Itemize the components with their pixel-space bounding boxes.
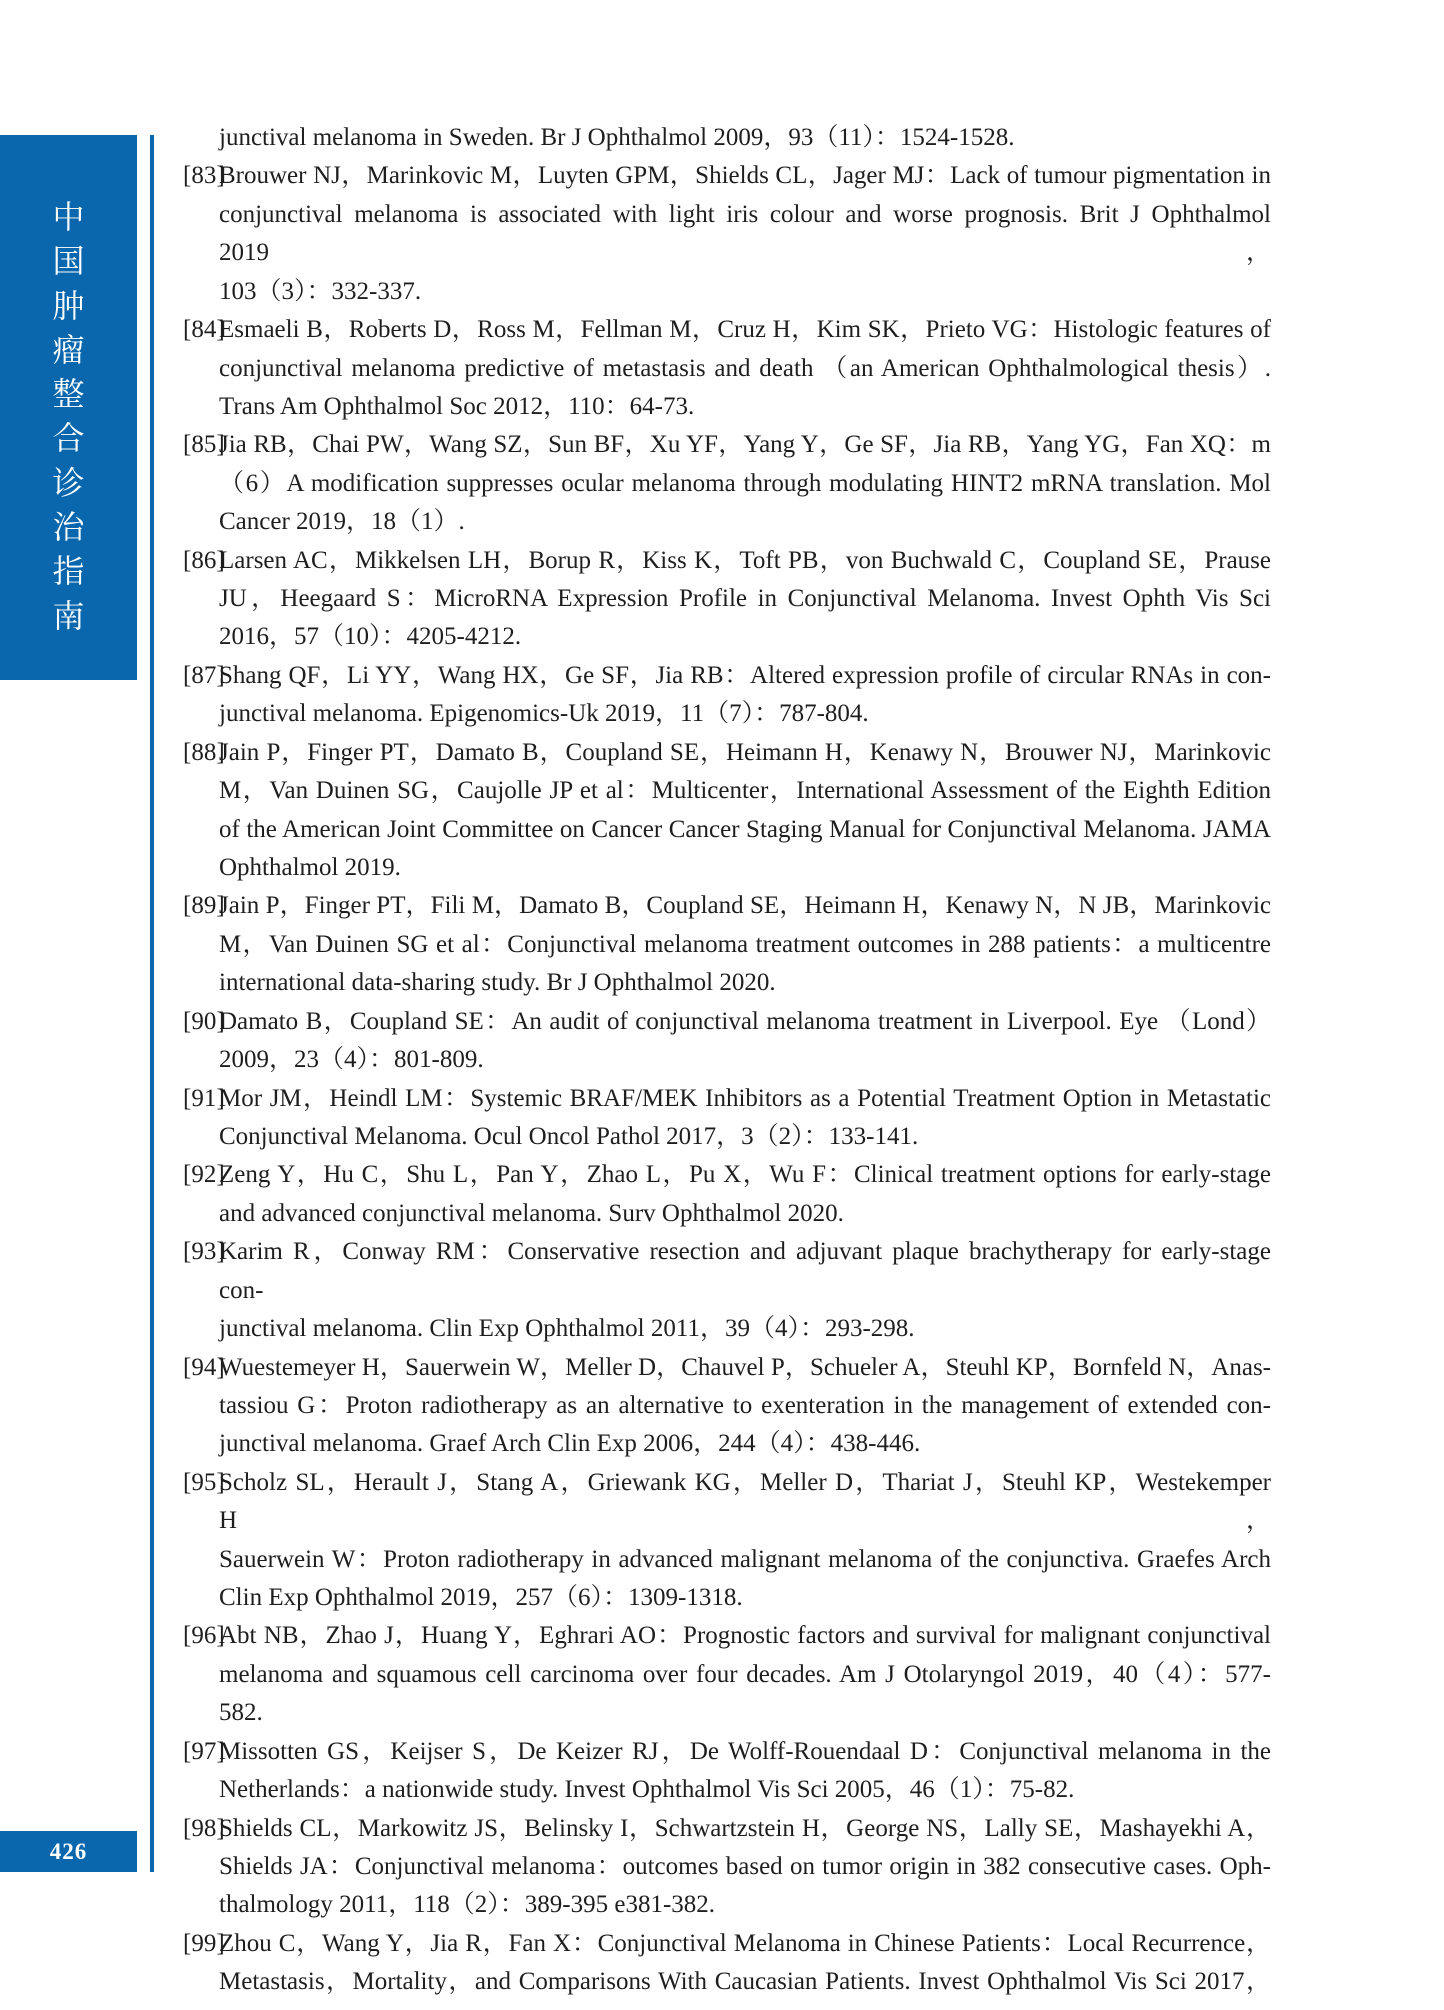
reference-number: [89] bbox=[183, 892, 225, 920]
reference-item bbox=[183, 1080, 1271, 1157]
reference-item bbox=[183, 1617, 1271, 1732]
reference-item bbox=[183, 311, 1271, 426]
reference-number: [96] bbox=[183, 1622, 225, 1650]
reference-item bbox=[183, 887, 1271, 1002]
sidebar-title-char: 南 bbox=[52, 597, 85, 634]
reference-line: Jain P，Finger PT，Damato B，Coupland SE，Heimann H，Kenawy N，Brouwer NJ，Marinkovic bbox=[219, 738, 1271, 766]
reference-line: Wuestemeyer H，Sauerwein W，Meller D，Chauvel P，Schueler A，Steuhl KP，Bornfeld N，Anas- bbox=[219, 1353, 1271, 1381]
reference-number: [97] bbox=[183, 1737, 225, 1765]
reference-line: 582. bbox=[219, 1699, 263, 1727]
reference-line: Abt NB，Zhao J，Huang Y，Eghrari AO：Prognostic factors and survival for malignant conjunctival bbox=[219, 1622, 1271, 1650]
reference-line: of the American Joint Committee on Cancer Cancer Staging Manual for Conjunctival Melanoma. JAMA bbox=[219, 815, 1271, 843]
reference-item bbox=[183, 542, 1271, 657]
sidebar-title-bar bbox=[0, 135, 137, 680]
reference-number: [91] bbox=[183, 1084, 225, 1112]
sidebar-title-char: 合 bbox=[52, 420, 85, 457]
sidebar-title-char: 瘤 bbox=[52, 331, 85, 368]
reference-line: Mor JM，Heindl LM：Systemic BRAF/MEK Inhibitors as a Potential Treatment Option in Metastatic bbox=[219, 1084, 1271, 1112]
reference-number: [86] bbox=[183, 546, 225, 574]
reference-item bbox=[183, 1464, 1271, 1618]
reference-number: [94] bbox=[183, 1353, 225, 1381]
reference-item bbox=[183, 657, 1271, 734]
reference-line: junctival melanoma. Graef Arch Clin Exp 2006，244（4）：438-446. bbox=[219, 1430, 921, 1458]
reference-line: Clin Exp Ophthalmol 2019，257（6）：1309-1318. bbox=[219, 1584, 743, 1612]
sidebar-title-char: 治 bbox=[52, 509, 85, 546]
reference-line: Jia RB，Chai PW，Wang SZ，Sun BF，Xu YF，Yang Y，Ge SF，Jia RB，Yang YG，Fan XQ：m bbox=[219, 431, 1271, 459]
reference-item bbox=[183, 1925, 1271, 2002]
reference-line: junctival melanoma. Epigenomics-Uk 2019，11（7）：787-804. bbox=[219, 700, 869, 728]
sidebar-title-char: 中 bbox=[52, 199, 85, 235]
sidebar-title-char: 肿 bbox=[52, 287, 85, 324]
reference-number: [87] bbox=[183, 661, 225, 689]
reference-line: Shields JA：Conjunctival melanoma：outcomes based on tumor origin in 382 consecutive cases. Oph- bbox=[219, 1852, 1271, 1880]
reference-line: Brouwer NJ，Marinkovic M，Luyten GPM，Shields CL，Jager MJ：Lack of tumour pigmentation in bbox=[219, 162, 1271, 190]
vertical-divider bbox=[150, 135, 154, 1872]
reference-item bbox=[183, 734, 1271, 888]
reference-line: Conjunctival Melanoma. Ocul Oncol Pathol 2017，3（2）：133-141. bbox=[219, 1122, 919, 1150]
reference-line: Trans Am Ophthalmol Soc 2012，110：64-73. bbox=[219, 392, 695, 420]
reference-item bbox=[183, 157, 1271, 311]
reference-number: [88] bbox=[183, 738, 225, 766]
reference-line: international data-sharing study. Br J Ophthalmol 2020. bbox=[219, 969, 776, 997]
sidebar-title-char: 国 bbox=[52, 243, 85, 280]
reference-line: 2009，23（4）：801-809. bbox=[219, 1046, 484, 1074]
reference-number: [98] bbox=[183, 1814, 225, 1842]
reference-line: 103（3）：332-337. bbox=[219, 277, 422, 305]
reference-line: JU，Heegaard S：MicroRNA Expression Profile in Conjunctival Melanoma. Invest Ophth Vis Sci bbox=[219, 585, 1271, 613]
reference-item bbox=[183, 1810, 1271, 1925]
reference-line: and advanced conjunctival melanoma. Surv Ophthalmol 2020. bbox=[219, 1199, 844, 1227]
reference-line: Ophthalmol 2019. bbox=[219, 854, 401, 882]
reference-line: junctival melanoma. Clin Exp Ophthalmol 2011，39（4）：293-298. bbox=[219, 1315, 915, 1343]
reference-line: Scholz SL，Herault J，Stang A，Griewank KG，Meller D，Thariat J，Steuhl KP，Westekemper H， bbox=[219, 1468, 1271, 1535]
reference-list bbox=[183, 119, 1271, 2002]
reference-line: Zeng Y，Hu C，Shu L，Pan Y，Zhao L，Pu X，Wu F：Clinical treatment options for early-stage bbox=[219, 1161, 1271, 1189]
page-number: 426 bbox=[49, 1838, 88, 1864]
reference-line: Karim R，Conway RM：Conservative resection and adjuvant plaque brachytherapy for early-stage con- bbox=[219, 1238, 1271, 1304]
reference-line: junctival melanoma in Sweden. Br J Ophthalmol 2009，93（11）：1524-1528. bbox=[219, 124, 1015, 151]
reference-line: tassiou G：Proton radiotherapy as an alternative to exenteration in the management of extended con- bbox=[219, 1391, 1271, 1419]
reference-line: conjunctival melanoma is associated with light iris colour and worse prognosis. Brit J Ophthalmol 2019， bbox=[219, 200, 1271, 267]
reference-line: M，Van Duinen SG et al：Conjunctival melanoma treatment outcomes in 288 patients：a multicentre bbox=[219, 930, 1271, 958]
reference-number: [92] bbox=[183, 1161, 225, 1189]
reference-line: 2016，57（10）：4205-4212. bbox=[219, 623, 522, 651]
reference-item bbox=[183, 1233, 1271, 1348]
reference-number: [83] bbox=[183, 162, 225, 190]
reference-line: Jain P，Finger PT，Fili M，Damato B，Coupland SE，Heimann H，Kenawy N，N JB，Marinkovic bbox=[219, 892, 1271, 920]
reference-line: Missotten GS，Keijser S，De Keizer RJ，De Wolff-Rouendaal D：Conjunctival melanoma in the bbox=[219, 1737, 1271, 1765]
reference-number: [85] bbox=[183, 431, 225, 459]
reference-line: Shields CL，Markowitz JS，Belinsky I，Schwartzstein H，George NS，Lally SE，Mashayekhi A， bbox=[219, 1814, 1271, 1842]
reference-line: M，Van Duinen SG，Caujolle JP et al：Multicenter，International Assessment of the Eighth Edition bbox=[219, 777, 1271, 805]
reference-number: [99] bbox=[183, 1929, 225, 1957]
reference-line: （6）A modification suppresses ocular melanoma through modulating HINT2 mRNA translation. Mol bbox=[219, 469, 1271, 497]
reference-line: melanoma and squamous cell carcinoma over four decades. Am J Otolaryngol 2019，40（4）：577- bbox=[219, 1660, 1271, 1688]
reference-item bbox=[183, 1733, 1271, 1810]
reference-item bbox=[183, 119, 1271, 157]
reference-item bbox=[183, 1003, 1271, 1080]
sidebar-title-char: 整 bbox=[52, 376, 85, 413]
reference-line: thalmology 2011，118（2）：389-395 e381-382. bbox=[219, 1891, 716, 1919]
sidebar-title-char: 指 bbox=[52, 553, 85, 590]
reference-number: [93] bbox=[183, 1238, 225, 1266]
reference-line: Cancer 2019，18（1）. bbox=[219, 508, 465, 536]
reference-line: Damato B，Coupland SE：An audit of conjunctival melanoma treatment in Liverpool. Eye （Lond） bbox=[219, 1007, 1271, 1035]
reference-line: Netherlands：a nationwide study. Invest Ophthalmol Vis Sci 2005，46（1）：75-82. bbox=[219, 1776, 1075, 1804]
reference-number: [84] bbox=[183, 316, 225, 344]
page-number-badge bbox=[0, 1831, 137, 1872]
reference-item bbox=[183, 1349, 1271, 1464]
reference-line: Esmaeli B，Roberts D，Ross M，Fellman M，Cruz H，Kim SK，Prieto VG：Histologic features of bbox=[219, 316, 1271, 344]
reference-line: conjunctival melanoma predictive of metastasis and death （an American Ophthalmological thesis）. bbox=[219, 354, 1271, 382]
reference-number: [90] bbox=[183, 1007, 225, 1035]
reference-line: Shang QF，Li YY，Wang HX，Ge SF，Jia RB：Altered expression profile of circular RNAs in con- bbox=[219, 661, 1271, 689]
reference-line: Sauerwein W：Proton radiotherapy in advanced malignant melanoma of the conjunctiva. Graefes Arch bbox=[219, 1545, 1271, 1573]
reference-line: Larsen AC，Mikkelsen LH，Borup R，Kiss K，Toft PB，von Buchwald C，Coupland SE，Prause bbox=[219, 546, 1271, 574]
reference-line: Metastasis，Mortality，and Comparisons With Caucasian Patients. Invest Ophthalmol Vis Sci 2017， bbox=[219, 1968, 1271, 1996]
sidebar-title-char: 诊 bbox=[52, 464, 85, 501]
reference-number: [95] bbox=[183, 1468, 225, 1496]
reference-line: Zhou C，Wang Y，Jia R，Fan X：Conjunctival Melanoma in Chinese Patients：Local Recurrence， bbox=[219, 1929, 1271, 1957]
reference-item bbox=[183, 426, 1271, 541]
reference-item bbox=[183, 1156, 1271, 1233]
